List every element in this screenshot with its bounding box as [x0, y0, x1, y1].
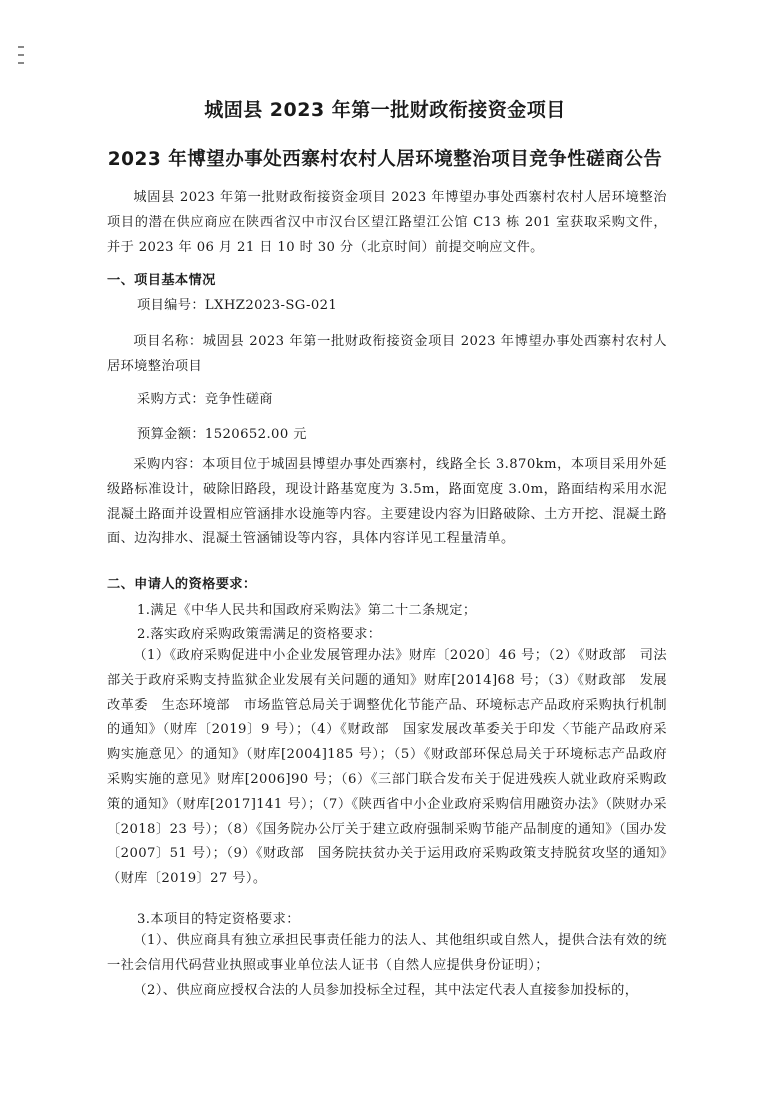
specific-requirement-1: （1）、供应商具有独立承担民事责任能力的法人、其他组织或自然人，提供合法有效的统一社会信用代码营业执照或事业单位法人证书（自然人应提供身份证明）； — [107, 933, 667, 973]
section-heading-basic-info: 一、项目基本情况 — [107, 273, 216, 288]
project-name: 项目名称：城固县 2023 年第一批财政衔接资金项目 2023 年博望办事处西寨村农村人居环境整治项目 — [107, 334, 667, 374]
procurement-content: 采购内容：本项目位于城固县博望办事处西寨村，线路全长 3.870km，本项目采用外延级路标准设计，破除旧路段，现设计路基宽度为 3.5m，路面宽度 3.0m，路面结构采用水泥混凝土路面并设置相应管涵排水设施等内容。主要建设内容为旧路破除、土方开挖、混凝土路面、边沟排水、混凝土管涵铺设等内容，具体内容详见工程量清单。 — [107, 457, 667, 547]
document-subtitle: 2023 年博望办事处西寨村农村人居环境整治项目竞争性磋商公告 — [107, 149, 663, 170]
scan-margin-mark — [14, 40, 30, 80]
qualification-item-2: 2.落实政府采购政策需满足的资格要求： — [137, 627, 382, 642]
project-number: 项目编号：LXHZ2023-SG-021 — [137, 298, 338, 313]
specific-requirement-2: （2）、供应商应授权合法的人员参加投标全过程，其中法定代表人直接参加投标的， — [133, 983, 639, 998]
procurement-method: 采购方式：竞争性磋商 — [137, 392, 273, 407]
document-title: 城固县 2023 年第一批财政衔接资金项目 — [204, 99, 566, 121]
qualification-item-3: 3.本项目的特定资格要求： — [137, 912, 300, 927]
policy-list: （1）《政府采购促进中小企业发展管理办法》财库〔2020〕46 号；（2）《财政部 司法部关于政府采购支持监狱企业发展有关问题的通知》财库[2014]68 号；（3）《财政部 发展改革委 生态环境部 市场监管总局关于调整优化节能产品、环境标志产品政府采购执行机制的通知》（财库〔2019〕9 号）；（4）《财政部 国家发展改革委关于印发〈节能产品政府采购实施意见〉的通知》（财库[2004]185 号）；（5）《财政部环保总局关于环境标志产品政府采购实施的意见》财库[2006]90 号；（6）《三部门联合发布关于促进残疾人就业政府采购政策的通知》（财库[2017]141 号）；（7）《陕西省中小企业政府采购信用融资办法》（陕财办采〔2018〕23 号）；（8）《国务院办公厅关于建立政府强制采购节能产品制度的通知》（国办发〔2007〕51 号）；（9）《财政部 国务院扶贫办关于运用政府采购政策支持脱贫攻坚的通知》（财库〔2019〕27 号）。 — [107, 648, 667, 887]
qualification-item-1: 1.满足《中华人民共和国政府采购法》第二十二条规定； — [137, 603, 477, 618]
budget-amount: 预算金额：1520652.00 元 — [137, 427, 307, 442]
section-heading-qualifications: 二、申请人的资格要求： — [107, 577, 257, 592]
intro-paragraph: 城固县 2023 年第一批财政衔接资金项目 2023 年博望办事处西寨村农村人居环境整治项目的潜在供应商应在陕西省汉中市汉台区望江路望江公馆 C13 栋 201 室获取采购文件，并于 2023 年 06 月 21 日 10 时 30 分（北京时间）前提交响应文件。 — [107, 190, 667, 255]
